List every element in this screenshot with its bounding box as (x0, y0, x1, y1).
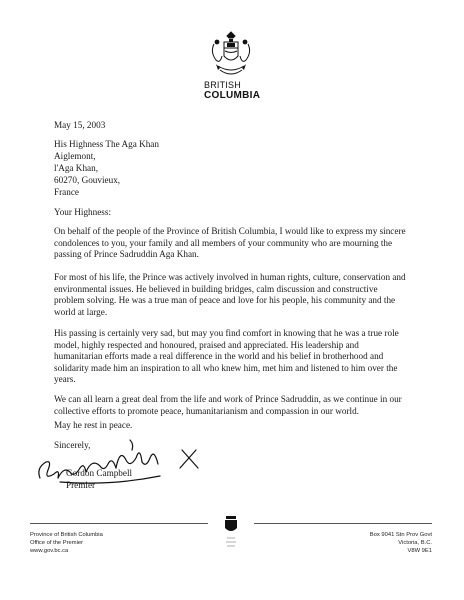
footer-rule-left (30, 523, 208, 524)
body-line: For most of his life, the Prince was actively involved in human rights, culture, conservation and (54, 272, 406, 282)
body-line: solidarity made him an inspiration to all who knew him, met him and listened to him over the (54, 362, 398, 373)
brand-line-1: BRITISH (204, 80, 241, 90)
letterhead-brand (204, 80, 264, 101)
body-line: His passing is certainly very sad, but may you find comfort in knowing that he was a true role (54, 328, 399, 338)
body-line: humanitarian efforts made a real difference in the world and his belief in brotherhood and (54, 351, 384, 362)
body-paragraph-4 (54, 394, 414, 417)
footer-website: www.gov.bc.ca (30, 548, 69, 554)
body-line: model, highly respected and honoured, praised and appreciated. His leadership and (54, 339, 359, 350)
recipient-address-line: France (54, 187, 79, 197)
handwritten-signature-icon (30, 438, 210, 488)
body-line: On behalf of the people of the Province of British Columbia, I would like to express my sincere (54, 226, 406, 236)
footer-left-line: Office of the Premier (30, 540, 84, 546)
recipient-address-line: Aiglemont, (54, 151, 96, 161)
brand-line-2: COLUMBIA (204, 90, 261, 101)
body-paragraph-2 (54, 272, 414, 318)
salutation: Your Highness: (54, 207, 112, 217)
signer-title: Premier (66, 480, 96, 490)
body-line: world at large. (54, 306, 108, 317)
footer-rule-right (254, 523, 432, 524)
closing: Sincerely, (54, 440, 91, 450)
signer-name: Gordon Campbell (66, 468, 133, 478)
body-line: condolences to you, your family and all members of your community who are mourning the (54, 237, 393, 248)
body-line: environmental issues. He believed in building bridges, calm discussion and constructive (54, 283, 378, 294)
body-line: collective efforts to promote peace, humanitarianism and compassion in our world. (54, 405, 359, 416)
body-paragraph-5: May he rest in peace. (54, 420, 133, 430)
footer-right-line: Victoria, B.C. (398, 540, 432, 546)
body-paragraph-3 (54, 328, 414, 386)
footer-left-line: Province of British Columbia (30, 532, 103, 538)
body-line: We can all learn a great deal from the life and work of Prince Sadruddin, as we continue in our (54, 394, 402, 404)
letter-date: May 15, 2003 (54, 120, 106, 130)
body-line: years. (54, 374, 76, 385)
body-line: problem solving. He was a true man of peace and love for his people, his community and the (54, 295, 396, 306)
bc-coat-of-arms-icon (208, 30, 254, 82)
footer-crest-icon (221, 514, 241, 552)
body-paragraph-1 (54, 226, 414, 261)
recipient-address-line: l'Aga Khan, (54, 163, 99, 173)
recipient-name: His Highness The Aga Khan (54, 139, 159, 149)
footer-right-line: V8W 9E1 (407, 548, 432, 554)
body-line: passing of Prince Sadruddin Aga Khan. (54, 249, 199, 260)
recipient-address-line: 60270, Gouvieux, (54, 175, 121, 185)
footer-right-line: Box 9041 Stn Prov Govt (369, 532, 432, 538)
